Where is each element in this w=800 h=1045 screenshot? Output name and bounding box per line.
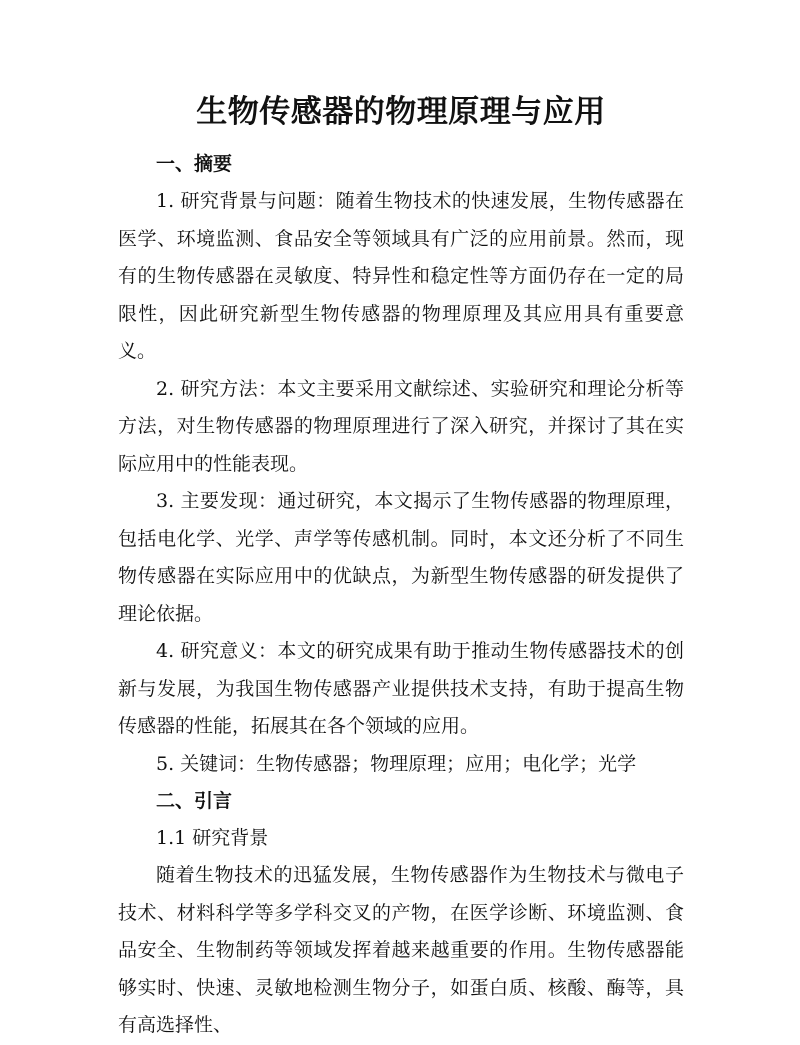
introduction-paragraph: 随着生物技术的迅猛发展，生物传感器作为生物技术与微电子技术、材料科学等多学科交叉的产物，在医学诊断、环境监测、食品安全、生物制药等领域发挥着越来越重要的作用。生物传感器能够实时、快速、灵敏地检测生物分子，如蛋白质、核酸、酶等，具有高选择性、 — [118, 864, 684, 1036]
document-page — [118, 90, 684, 1045]
abstract-item-keywords: 5. 关键词：生物传感器；物理原理；应用；电化学；光学 — [156, 752, 637, 775]
section-heading-introduction: 二、引言 — [156, 790, 233, 812]
abstract-item-findings: 3. 主要发现：通过研究，本文揭示了生物传感器的物理原理，包括电化学、光学、声学等传感机制。同时，本文还分析了不同生物传感器在实际应用中的优缺点，为新型生物传感器的研发提供了理论依据。 — [118, 490, 684, 625]
abstract-item-background: 1. 研究背景与问题：随着生物技术的快速发展，生物传感器在医学、环境监测、食品安全等领域具有广泛的应用前景。然而，现有的生物传感器在灵敏度、特异性和稳定性等方面仍存在一定的局限性，因此研究新型生物传感器的物理原理及其应用具有重要意义。 — [118, 190, 684, 362]
document-title: 生物传感器的物理原理与应用 — [196, 94, 606, 130]
abstract-item-methods: 2. 研究方法：本文主要采用文献综述、实验研究和理论分析等方法，对生物传感器的物理原理进行了深入研究，并探讨了其在实际应用中的性能表现。 — [118, 377, 684, 475]
abstract-item-significance: 4. 研究意义：本文的研究成果有助于推动生物传感器技术的创新与发展，为我国生物传感器产业提供技术支持，有助于提高生物传感器的性能，拓展其在各个领域的应用。 — [118, 640, 684, 737]
subsection-heading-background: 1.1 研究背景 — [156, 827, 269, 849]
section-heading-abstract: 一、摘要 — [156, 153, 233, 175]
